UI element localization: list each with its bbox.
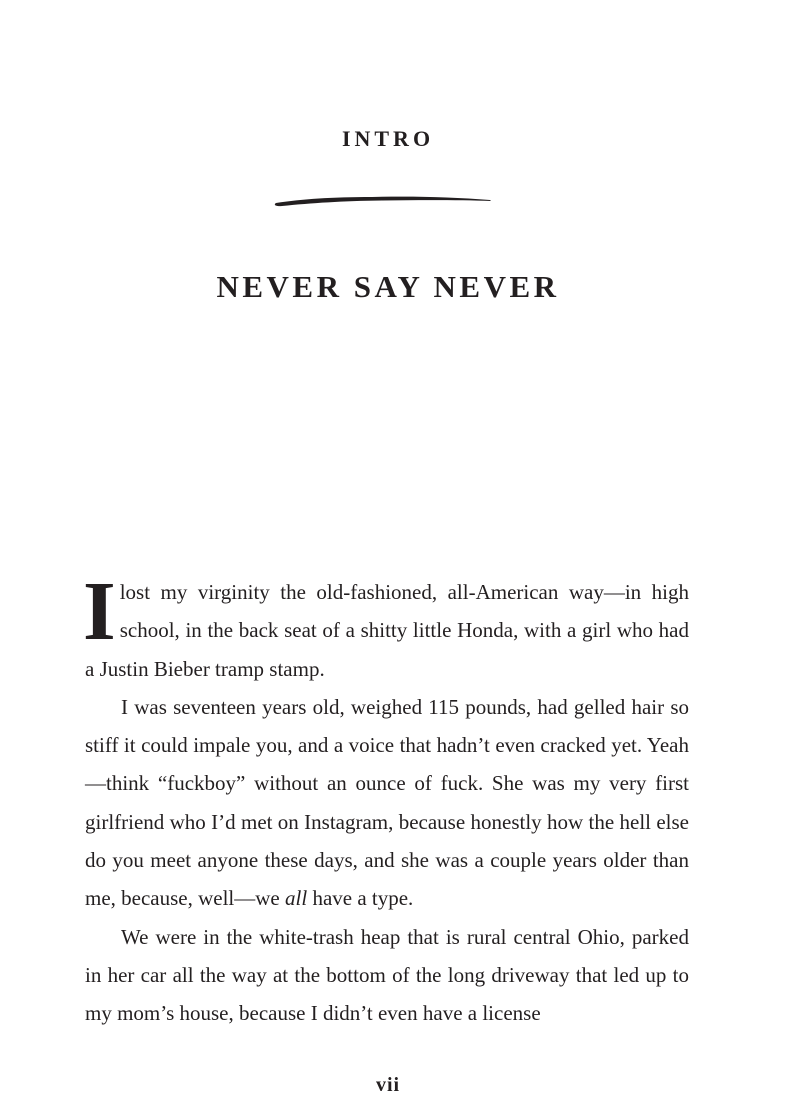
drop-cap: I — [83, 565, 116, 658]
paragraph-3: We were in the white-trash heap that is rural central Ohio, parked in her car all the way at the bottom of the long driveway that led up to my mom’s house, because I didn’t even have a license — [85, 924, 689, 1026]
page-number: vii — [375, 1074, 401, 1096]
chapter-title: NEVER SAY NEVER — [216, 269, 560, 304]
paragraph-2-text: I was seventeen years old, weighed 115 pounds, had gelled hair so stiff it could impale you, and a voice that hadn’t even cracked yet. Yeah—think “fuckboy” without an ounce of fuck. She was my very first girlfriend who I’d met on Instagram, because honestly how the hell else do you meet anyone these days, and she was a couple years older than me, because, well—we — [85, 694, 689, 911]
paragraph-2-end: have a type. — [307, 886, 414, 911]
paragraph-1 — [83, 565, 689, 688]
chapter-label: INTRO — [341, 126, 435, 151]
brush-stroke-divider — [272, 190, 496, 210]
paragraph-1-text: lost my virginity the old-fashioned, all-American way—in high school, in the back seat of a shitty little Honda, with a girl who had a Justin Bieber tramp stamp. — [85, 580, 689, 681]
paragraph-2 — [85, 688, 689, 918]
body-text — [83, 565, 689, 1033]
paragraph-2-emphasis: all — [285, 886, 308, 911]
